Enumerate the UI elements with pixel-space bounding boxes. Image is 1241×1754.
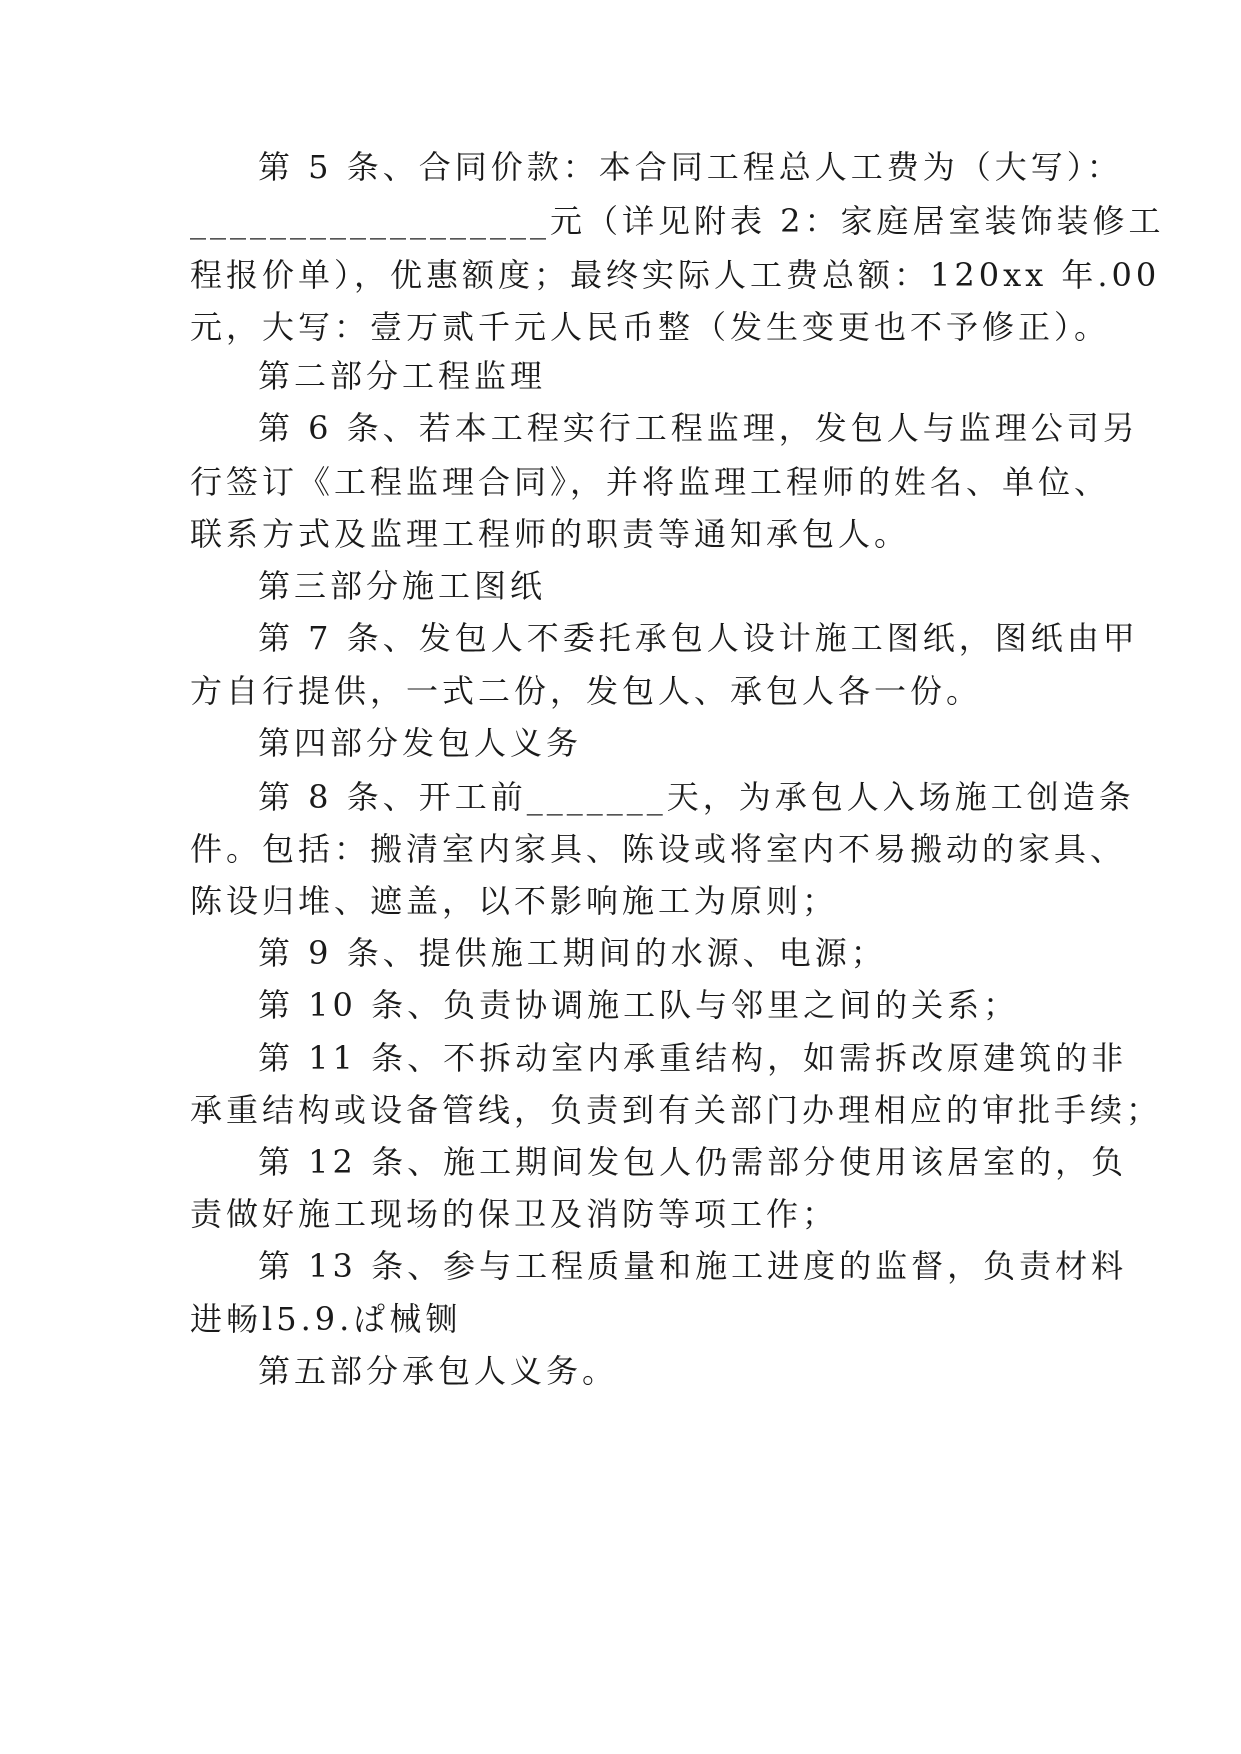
clause-5-line-3: 程报价单），优惠额度；最终实际人工费总额：120xx 年.00 xyxy=(190,256,1161,294)
clause-13-line-1: 第 13 条、参与工程质量和施工进度的监督，负责材料 xyxy=(258,1247,1128,1285)
clause-7-line-2: 方自行提供，一式二份，发包人、承包人各一份。 xyxy=(190,672,983,710)
clause-11-line-1: 第 11 条、不拆动室内承重结构，如需拆改原建筑的非 xyxy=(258,1039,1128,1077)
clause-9: 第 9 条、提供施工期间的水源、电源； xyxy=(258,934,887,972)
clause-8-line-3: 陈设归堆、遮盖，以不影响施工为原则； xyxy=(190,882,839,920)
clause-5-line-2: __________________元（详见附表 2：家庭居室装饰装修工 xyxy=(190,202,1165,240)
clause-12-line-2: 责做好施工现场的保卫及消防等项工作； xyxy=(190,1195,839,1233)
section-heading-part-2: 第二部分工程监理 xyxy=(258,357,547,395)
clause-8-line-2: 件。包括：搬清室内家具、陈设或将室内不易搬动的家具、 xyxy=(190,830,1127,868)
clause-5-line-4: 元，大写：壹万贰千元人民币整（发生变更也不予修正）。 xyxy=(190,308,1111,346)
clause-12-line-1: 第 12 条、施工期间发包人仍需部分使用该居室的，负 xyxy=(258,1143,1128,1181)
clause-6-line-1: 第 6 条、若本工程实行工程监理，发包人与监理公司另 xyxy=(258,409,1139,447)
section-heading-part-4: 第四部分发包人义务 xyxy=(258,724,583,762)
clause-11-line-2: 承重结构或设备管线，负责到有关部门办理相应的审批手续； xyxy=(190,1091,1163,1129)
clause-5-line-1: 第 5 条、合同价款：本合同工程总人工费为（大写）： xyxy=(258,148,1123,186)
clause-10: 第 10 条、负责协调施工队与邻里之间的关系； xyxy=(258,986,1020,1024)
clause-8-line-1: 第 8 条、开工前_______天，为承包人入场施工创造条 xyxy=(258,778,1135,816)
clause-6-line-3: 联系方式及监理工程师的职责等通知承包人。 xyxy=(190,515,911,553)
clause-6-line-2: 行签订《工程监理合同》，并将监理工程师的姓名、单位、 xyxy=(190,463,1111,501)
clause-7-line-1: 第 7 条、发包人不委托承包人设计施工图纸，图纸由甲 xyxy=(258,619,1139,657)
section-heading-part-5: 第五部分承包人义务。 xyxy=(258,1352,619,1390)
clause-13-line-2: 进畅l5.9.ぱ械铡 xyxy=(190,1300,462,1338)
section-heading-part-3: 第三部分施工图纸 xyxy=(258,567,547,605)
